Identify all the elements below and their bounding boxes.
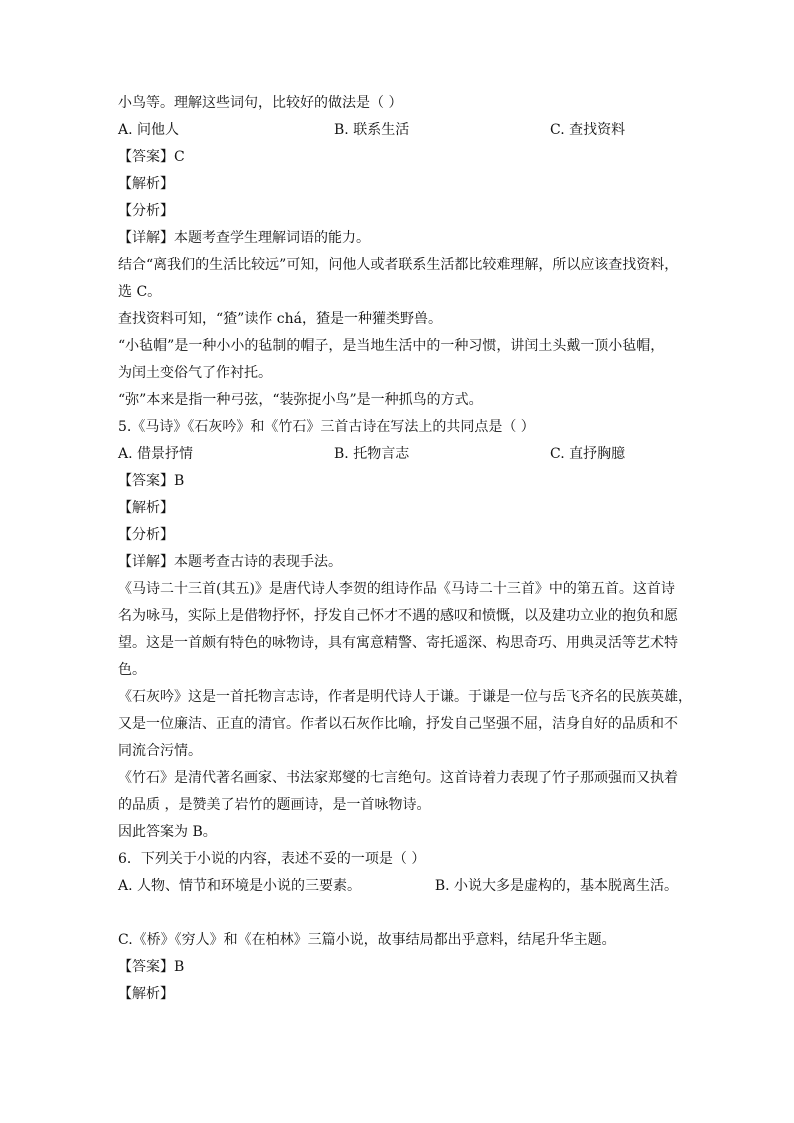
q5-option-b: B. 托物言志 [334,446,410,462]
q4-option-b: B. 联系生活 [334,122,410,138]
q4-explanation-line: 为闰土变俗气了作衬托。 [118,365,272,381]
q5-explanation-line: 《竹石》是清代著名画家、书法家郑燮的七言绝句。这首诗着力表现了竹子那顽强而又执着 [118,770,678,786]
q4-explanation-line: “弥”本来是指一种弓弦，“装弥捉小鸟”是一种抓鸟的方式。 [118,392,483,408]
q4-stem-tail: 小鸟等。理解这些词句，比较好的做法是（ ） [118,95,403,111]
q4-option-c: C. 查找资料 [550,122,626,138]
q5-analysis-heading: 【解析】 [118,500,174,516]
q5-conclusion: 因此答案为 B。 [118,824,217,840]
q5-explanation-line: 名为咏马，实际上是借物抒怀，抒发自己怀才不遇的感叹和愤慨，以及建功立业的抱负和愿 [118,608,678,624]
q5-fenxi-heading: 【分析】 [118,527,174,543]
q5-detail: 【详解】本题考查古诗的表现手法。 [118,554,342,570]
q6-option-b: B. 小说大多是虚构的，基本脱离生活。 [434,878,678,894]
q5-option-c: C. 直抒胸臆 [550,446,626,462]
q6-option-a: A. 人物、情节和环境是小说的三要素。 [118,878,362,894]
q4-explanation-line: 结合“离我们的生活比较远”可知，问他人或者联系生活都比较难理解，所以应该查找资料， [118,257,679,273]
q5-answer: 【答案】B [118,473,185,489]
q6-answer: 【答案】B [118,959,185,975]
q5-explanation-line: 又是一位廉洁、正直的清官。作者以石灰作比喻，抒发自己坚强不屈，洁身自好的品质和不 [118,716,678,732]
q6-analysis-heading: 【解析】 [118,986,174,1002]
q4-analysis-heading: 【解析】 [118,176,174,192]
q5-explanation-line: 的品质 ，是赞美了岩竹的题画诗，是一首咏物诗。 [118,797,431,813]
q4-explanation-line: “小毡帽”是一种小小的毡制的帽子，是当地生活中的一种习惯，讲闰土头戴一顶小毡帽， [118,338,665,354]
q5-stem: 5.《马诗》《石灰吟》和《竹石》三首古诗在写法上的共同点是（ ） [118,419,535,435]
blank-line [118,900,678,927]
document-page [118,90,692,1008]
q5-explanation-line: 色。 [118,662,146,678]
q6-options [118,873,678,900]
q5-option-a: A. 借景抒情 [118,446,194,462]
q4-option-a: A. 问他人 [118,122,180,138]
q6-stem: 6．下列关于小说的内容，表述不妥的一项是（ ） [118,851,426,867]
q5-explanation-line: 《马诗二十三首(其五)》是唐代诗人李贺的组诗作品《马诗二十三首》中的第五首。这首诗 [118,581,675,597]
q4-explanation-line: 选 C。 [118,284,162,300]
q5-options [118,441,678,468]
q4-fenxi-heading: 【分析】 [118,203,174,219]
q4-options [118,117,678,144]
q5-explanation-line: 《石灰吟》这是一首托物言志诗，作者是明代诗人于谦。于谦是一位与岳飞齐名的民族英雄， [118,689,692,705]
q6-option-c: C.《桥》《穷人》和《在柏林》三篇小说，故事结局都出乎意料，结尾升华主题。 [118,932,616,948]
q5-explanation-line: 望。这是一首颇有特色的咏物诗，具有寓意精警、寄托遥深、构思奇巧、用典灵活等艺术特 [118,635,678,651]
q4-detail: 【详解】本题考查学生理解词语的能力。 [118,230,370,246]
q4-explanation-line: 查找资料可知，“猹”读作 chá，猹是一种獾类野兽。 [118,311,442,327]
q5-explanation-line: 同流合污情。 [118,743,202,759]
q4-answer: 【答案】C [118,149,185,165]
